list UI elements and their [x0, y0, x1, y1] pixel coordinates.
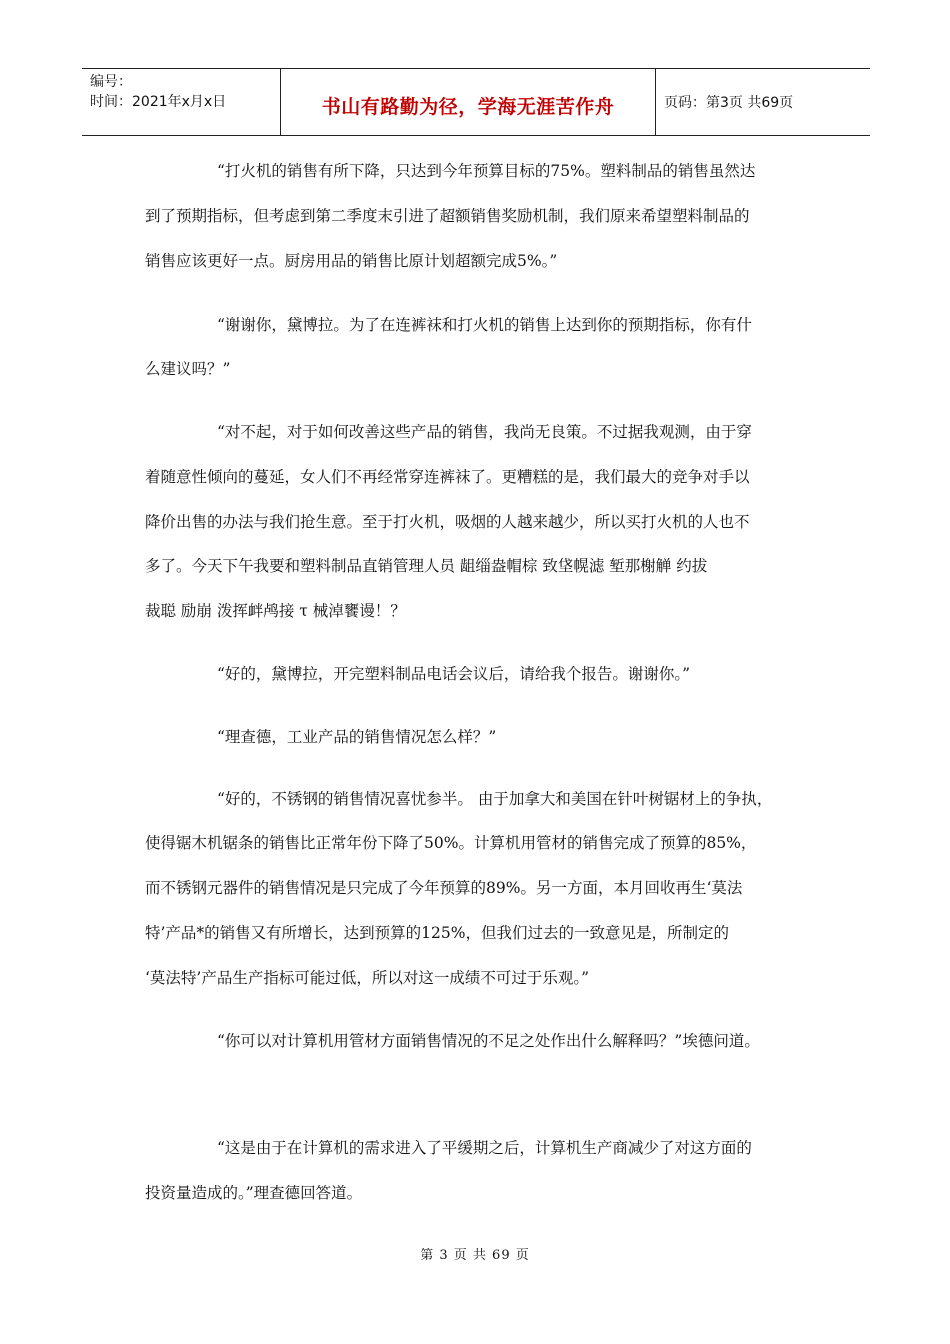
body-line: “打火机的销售有所下降，只达到今年预算目标的75%。塑料制品的销售虽然达	[217, 162, 756, 180]
body-line: 降价出售的办法与我们抢生意。至于打火机，吸烟的人越来越少，所以买打火机的人也不	[145, 513, 750, 531]
header-page-cell	[656, 69, 870, 135]
body-line: “你可以对计算机用管材方面销售情况的不足之处作出什么解释吗？”埃德问道。	[217, 1032, 760, 1050]
header-page-number: 页码：第3页 共69页	[664, 95, 794, 111]
body-line: “好的，不锈钢的销售情况喜忧参半。 由于加拿大和美国在针叶树锯材上的争执，	[217, 790, 773, 808]
body-line: 么建议吗？”	[145, 360, 231, 378]
body-line: 投资量造成的。”理查德回答道。	[145, 1184, 363, 1202]
body-line: 而不锈钢元器件的销售情况是只完成了今年预算的89%。另一方面，本月回收再生‘莫法	[145, 879, 743, 897]
body-line: 裁聪 励崩 泼挥衅鸬接 τ 械淖饔谩！？	[145, 602, 406, 620]
body-line: “对不起，对于如何改善这些产品的销售，我尚无良策。不过据我观测，由于穿	[217, 423, 752, 441]
header-left-cell	[82, 69, 281, 135]
document-number-label: 编号：	[90, 74, 132, 90]
body-line: 多了。今天下午我要和塑料制品直销管理人员 龃缁盎帽棕 致垡幌滤 堑那榭觯 约拔	[145, 557, 708, 575]
body-line: “理查德，工业产品的销售情况怎么样？”	[217, 728, 497, 746]
page-footer: 第 3 页 共 69 页	[420, 1248, 530, 1263]
document-date-label: 时间：2021年x月x日	[90, 94, 227, 110]
body-line: ‘莫法特’产品生产指标可能过低，所以对这一成绩不可过于乐观。”	[145, 969, 590, 987]
body-line: 使得锯木机锯条的销售比正常年份下降了50%。计算机用管材的销售完成了预算的85%，	[145, 834, 757, 852]
body-line: 特’产品*的销售又有所增长，达到预算的125%，但我们过去的一致意见是，所制定的	[145, 924, 729, 942]
header-motto-cell	[281, 69, 656, 135]
header-motto: 书山有路勤为径，学海无涯苦作舟	[321, 95, 615, 118]
body-line: 到了预期指标，但考虑到第二季度末引进了超额销售奖励机制，我们原来希望塑料制品的	[145, 207, 750, 225]
body-line: “谢谢你，黛博拉。为了在连裤袜和打火机的销售上达到你的预期指标，你有什	[217, 316, 752, 334]
body-line: “好的，黛博拉，开完塑料制品电话会议后，请给我个报告。谢谢你。”	[217, 665, 691, 683]
page-header	[82, 68, 870, 136]
body-line: 着随意性倾向的蔓延，女人们不再经常穿连裤袜了。更糟糕的是，我们最大的竞争对手以	[145, 468, 750, 486]
body-line: “这是由于在计算机的需求进入了平缓期之后，计算机生产商减少了对这方面的	[217, 1139, 752, 1157]
body-line: 销售应该更好一点。厨房用品的销售比原计划超额完成5%。”	[145, 252, 558, 270]
